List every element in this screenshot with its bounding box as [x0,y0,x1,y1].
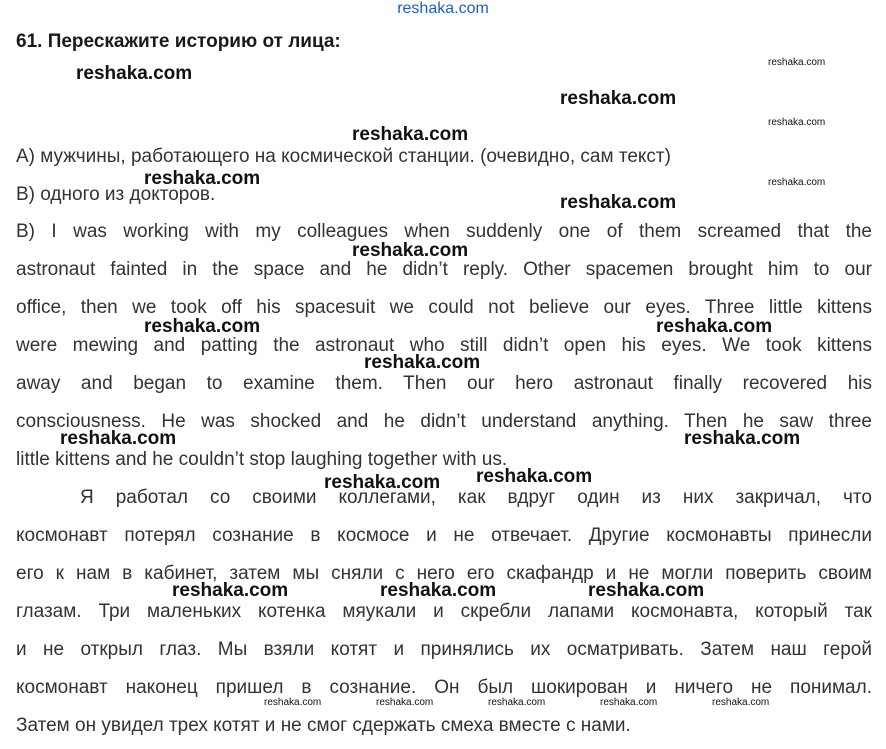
watermark: reshaka.com [380,580,497,601]
watermark: reshaka.com [476,466,593,487]
english-line-6: consciousness. He was shocked and he didn’t understand anything. Then he saw three [16,411,872,432]
russian-line-6: космонавт наконец пришел в сознание. Он был шокирован и ничего не понимал. [16,677,872,698]
watermark: reshaka.com [560,192,677,213]
watermark: reshaka.com [144,168,261,189]
exercise-title: 61. Перескажите историю от лица: [16,31,341,52]
english-line-2: astronaut fainted in the space and he didn’t reply. Other spacemen brought him to our [16,259,872,280]
watermark-small: reshaka.com [600,697,658,708]
watermark: reshaka.com [324,472,441,493]
header-watermark: reshaka.com [397,0,489,17]
english-line-1: В) I was working with my colleagues when suddenly one of them screamed that the [16,221,872,242]
watermark-small: reshaka.com [488,697,546,708]
watermark: reshaka.com [352,124,469,145]
english-line-4: were mewing and patting the astronaut who still didn’t open his eyes. We took kittens [16,335,872,356]
watermark: reshaka.com [76,63,193,84]
russian-line-1: Я работал со своими коллегами, как вдруг один из них закричал, что [80,487,872,508]
watermark: reshaka.com [144,316,261,337]
russian-line-4: глазам. Три маленьких котенка мяукали и скребли лапами космонавта, который так [16,601,872,622]
english-line-5: away and began to examine them. Then our hero astronaut finally recovered his [16,373,872,394]
watermark: reshaka.com [352,240,469,261]
watermark-small: reshaka.com [768,177,826,188]
watermark: reshaka.com [364,352,481,373]
watermark: reshaka.com [172,580,289,601]
watermark-small: reshaka.com [712,697,770,708]
watermark-small: reshaka.com [264,697,322,708]
watermark: reshaka.com [60,428,177,449]
english-line-7: little kittens and he couldn’t stop laughing together with us. [16,449,508,470]
russian-line-7: Затем он увидел трех котят и не смог сдержать смеха вместе с нами. [16,715,631,736]
watermark: reshaka.com [656,316,773,337]
russian-line-2: космонавт потерял сознание в космосе и не отвечает. Другие космонавты принесли [16,525,872,546]
watermark-small: reshaka.com [768,57,826,68]
russian-line-3: его к нам в кабинет, затем мы сняли с него его скафандр и не могли поверить своим [16,563,872,584]
watermark: reshaka.com [684,428,801,449]
option-a: А) мужчины, работающего на космической станции. (очевидно, сам текст) [16,146,671,167]
english-line-3: office, then we took off his spacesuit we could not believe our eyes. Three little kittens [16,297,872,318]
russian-line-5: и не открыл глаз. Мы взяли котят и принялись их осматривать. Затем наш герой [16,639,872,660]
option-b: В) одного из докторов. [16,184,216,205]
watermark-small: reshaka.com [768,117,826,128]
watermark: reshaka.com [560,88,677,109]
watermark-small: reshaka.com [376,697,434,708]
watermark: reshaka.com [588,580,705,601]
